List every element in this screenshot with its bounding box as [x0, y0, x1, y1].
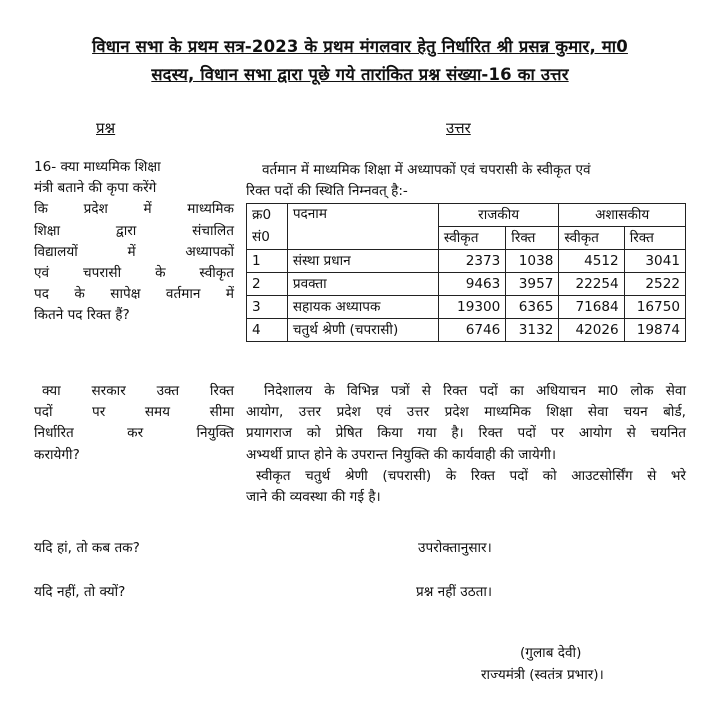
- answer-2-line: आयोग, उत्तर प्रदेश एवं उत्तर प्रदेश माध्यमिक शिक्षा सेवा चयन बोर्ड,: [246, 404, 686, 421]
- question-2: [34, 381, 234, 466]
- table-row: [247, 296, 686, 319]
- question-1-line: विद्यालयों में अध्यापकों: [34, 243, 234, 260]
- row-aided-vacant: 2522: [624, 273, 685, 296]
- answer-3: उपरोक्तानुसार।: [418, 540, 492, 556]
- serial-header: [247, 204, 288, 250]
- aided-vacant-header: रिक्त: [624, 227, 685, 250]
- row-aided-vacant: 16750: [624, 296, 685, 319]
- answer-2-line: निदेशालय के विभिन्न पत्रों से रिक्त पदों का अधियाचन मा0 लोक सेवा: [264, 383, 686, 399]
- row-post: सहायक अध्यापक: [287, 296, 438, 319]
- post-name-header: पदनाम: [287, 204, 438, 250]
- row-govt-sanctioned: 9463: [438, 273, 505, 296]
- row-serial: 2: [247, 273, 288, 296]
- govt-sanctioned-header: स्वीकृत: [438, 227, 505, 250]
- question-4: यदि नहीं, तो क्यों?: [34, 584, 126, 600]
- row-aided-vacant: 19874: [624, 319, 685, 342]
- question-1-line: एवं चपरासी के स्वीकृत: [34, 265, 234, 282]
- document-title-line-1: विधान सभा के प्रथम सत्र-2023 के प्रथम मंगलवार हेतु निर्धारित श्री प्रसन्न कुमार, मा0: [92, 37, 628, 56]
- row-aided-sanctioned: 22254: [559, 273, 624, 296]
- question-1-line: कि प्रदेश में माध्यमिक: [34, 201, 234, 218]
- row-serial: 4: [247, 319, 288, 342]
- aided-sanctioned-header: स्वीकृत: [559, 227, 624, 250]
- table-row: [247, 319, 686, 342]
- govt-header: राजकीय: [438, 204, 558, 227]
- question-1-line: 16- क्या माध्यमिक शिक्षा: [34, 159, 161, 175]
- row-aided-sanctioned: 4512: [559, 250, 624, 273]
- row-aided-vacant: 3041: [624, 250, 685, 273]
- govt-vacant-header: रिक्त: [506, 227, 559, 250]
- answer-1-intro-line-1: वर्तमान में माध्यमिक शिक्षा में अध्यापकों एवं चपरासी के स्वीकृत एवं: [262, 162, 591, 178]
- answer-2-line: स्वीकृत चतुर्थ श्रेणी (चपरासी) के रिक्त पदों को आउटसोर्सिंग से भरे: [256, 467, 686, 484]
- answer-2-line: जाने की व्यवस्था की गई है।: [246, 489, 381, 506]
- answer-2: [246, 381, 686, 508]
- table-row: [247, 273, 686, 296]
- row-govt-vacant: 6365: [506, 296, 559, 319]
- signature-designation: राज्यमंत्री (स्वतंत्र प्रभार)।: [481, 667, 604, 683]
- row-post: प्रवक्ता: [287, 273, 438, 296]
- table-header-row: [247, 204, 686, 227]
- question-1-line: मंत्री बताने की कृपा करेंगे: [34, 180, 157, 197]
- row-serial: 3: [247, 296, 288, 319]
- answer-heading: उत्तर: [446, 119, 471, 137]
- answer-4: प्रश्न नहीं उठता।: [416, 584, 493, 600]
- aided-header: अशासकीय: [559, 204, 686, 227]
- vacancy-table: [246, 203, 686, 342]
- serial-header-line-1: क्र0: [252, 207, 272, 223]
- row-govt-vacant: 1038: [506, 250, 559, 273]
- row-govt-vacant: 3132: [506, 319, 559, 342]
- row-aided-sanctioned: 42026: [559, 319, 624, 342]
- question-heading: प्रश्न: [96, 119, 116, 137]
- row-post: संस्था प्रधान: [287, 250, 438, 273]
- document-title-line-2: सदस्य, विधान सभा द्वारा पूछे गये तारांकित प्रश्न संख्या-16 का उत्तर: [151, 65, 569, 84]
- table-row: [247, 250, 686, 273]
- signature-name: (गुलाब देवी): [520, 645, 582, 661]
- row-govt-sanctioned: 6746: [438, 319, 505, 342]
- question-1-line: शिक्षा द्वारा संचालित: [34, 222, 234, 239]
- row-serial: 1: [247, 250, 288, 273]
- question-1-line: पद के सापेक्ष वर्तमान में: [34, 286, 234, 303]
- question-1: [34, 157, 234, 327]
- serial-header-line-2: सं0: [252, 229, 270, 245]
- question-2-line: पदों पर समय सीमा: [34, 404, 234, 421]
- answer-2-line: अभ्यर्थी प्राप्त होने के उपरान्त नियुक्ति की कार्यवाही की जायेगी।: [246, 446, 557, 463]
- question-3: यदि हां, तो कब तक?: [34, 540, 140, 556]
- question-2-line: निर्धारित कर नियुक्ति: [34, 425, 234, 442]
- row-govt-sanctioned: 19300: [438, 296, 505, 319]
- row-post: चतुर्थ श्रेणी (चपरासी): [287, 319, 438, 342]
- answer-2-line: प्रयागराज को प्रेषित किया गया है। रिक्त पदों पर आयोग से चयनित: [246, 425, 686, 442]
- row-govt-sanctioned: 2373: [438, 250, 505, 273]
- question-2-line: करायेगी?: [34, 446, 80, 463]
- answer-1-intro-line-2: रिक्त पदों की स्थिति निम्नवत् है:-: [246, 183, 408, 199]
- row-aided-sanctioned: 71684: [559, 296, 624, 319]
- row-govt-vacant: 3957: [506, 273, 559, 296]
- question-2-line: क्या सरकार उक्त रिक्त: [42, 383, 234, 399]
- question-1-line: कितने पद रिक्त हैं?: [34, 307, 130, 324]
